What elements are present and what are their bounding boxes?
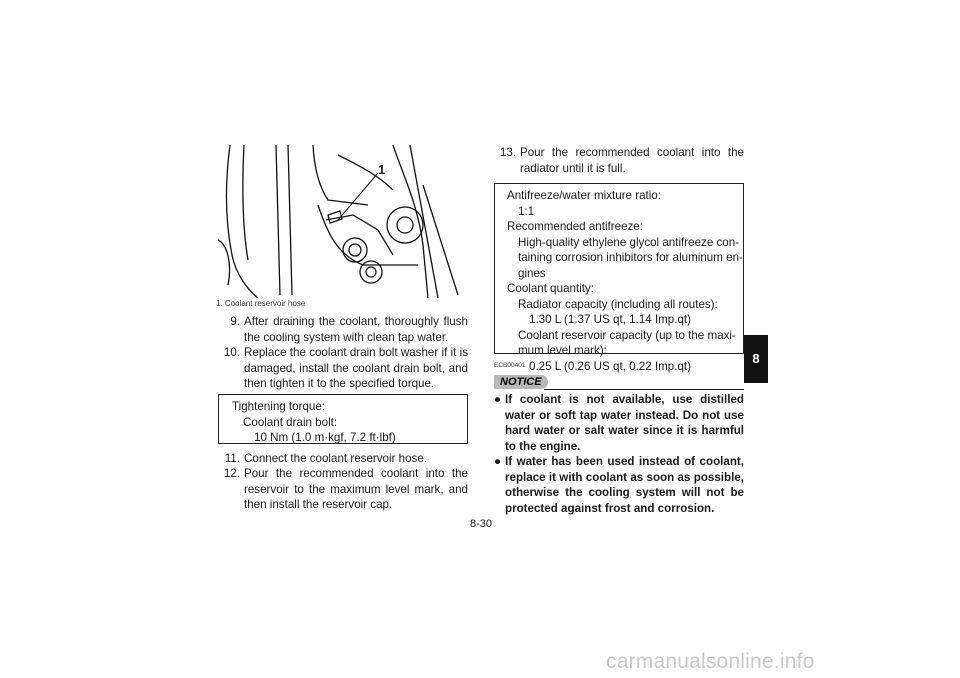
chapter-tab: 8	[744, 335, 768, 383]
step-number: 12.	[223, 467, 240, 480]
spec-value: gines	[518, 266, 546, 280]
spec-item: Coolant reservoir capacity (up to the maxi-	[518, 328, 736, 342]
bullet-icon: ●	[494, 393, 502, 406]
spec-label: Recommended antifreeze:	[507, 220, 643, 233]
spec-item: Radiator capacity (including all routes):	[518, 297, 718, 311]
spec-value: 1:1	[518, 204, 535, 218]
step-11	[218, 451, 468, 467]
watermark: carmanualsonline.info	[606, 650, 815, 673]
notice-label: NOTICE	[494, 375, 548, 389]
torque-value: 10 Nm (1.0 m·kgf, 7.2 ft·lbf)	[254, 431, 396, 444]
callout-number: 1	[378, 162, 386, 177]
step-12	[218, 466, 468, 513]
notice-text: If coolant is not available, use distilled water or soft tap water instead. Do not use hard water or salt water since it is harmful to the engine.	[505, 393, 744, 453]
engine-line-drawing	[218, 145, 468, 298]
torque-label: Tightening torque:	[232, 400, 326, 413]
notice-divider	[544, 389, 744, 390]
notice-bullet-1	[494, 392, 744, 454]
spec-value: High-quality ethylene glycol antifreeze con-	[518, 235, 740, 249]
step-text: Pour the recommended coolant into the radiator until it is full.	[520, 146, 744, 175]
step-10	[218, 345, 468, 392]
notice-bullet-2	[494, 454, 744, 516]
step-text: After draining the coolant, thoroughly flush the cooling system with clean tap water.	[244, 315, 468, 344]
notice-header	[494, 372, 744, 388]
torque-item: Coolant drain bolt:	[243, 415, 338, 429]
spec-value: taining corrosion inhibitors for aluminum en-	[518, 251, 743, 264]
step-13	[494, 145, 744, 176]
page-number: 8-30	[470, 518, 493, 530]
notice-code: ECB00401	[494, 362, 526, 369]
step-text: Replace the coolant drain bolt washer if it is damaged, install the coolant drain bolt, and then tighten it to the specified torque.	[244, 346, 468, 390]
step-text: Pour the recommended coolant into the reservoir to the maximum level mark, and then install the reservoir cap.	[244, 467, 468, 511]
step-number: 13.	[499, 146, 516, 159]
bullet-icon: ●	[494, 455, 502, 468]
spec-label: Coolant quantity:	[507, 282, 595, 295]
spec-value: 0.25 L (0.26 US qt, 0.22 Imp.qt)	[529, 359, 691, 373]
spec-value: 1.30 L (1.37 US qt, 1.14 Imp.qt)	[529, 313, 691, 326]
figure-caption: 1. Coolant reservoir hose	[216, 299, 306, 308]
step-9	[218, 314, 468, 345]
notice-text: If water has been used instead of coolant, replace it with coolant as soon as possible, otherwise the cooling system will not be protected against frost and corrosion.	[505, 455, 744, 515]
step-number: 9.	[230, 315, 240, 328]
step-text: Connect the coolant reservoir hose.	[244, 452, 428, 465]
spec-item: mum level mark):	[518, 344, 607, 357]
coolant-reservoir-illustration	[218, 145, 468, 298]
step-number: 10.	[223, 346, 240, 359]
spec-label: Antifreeze/water mixture ratio:	[507, 189, 661, 202]
torque-spec-box	[218, 394, 468, 444]
step-number: 11.	[224, 452, 240, 465]
